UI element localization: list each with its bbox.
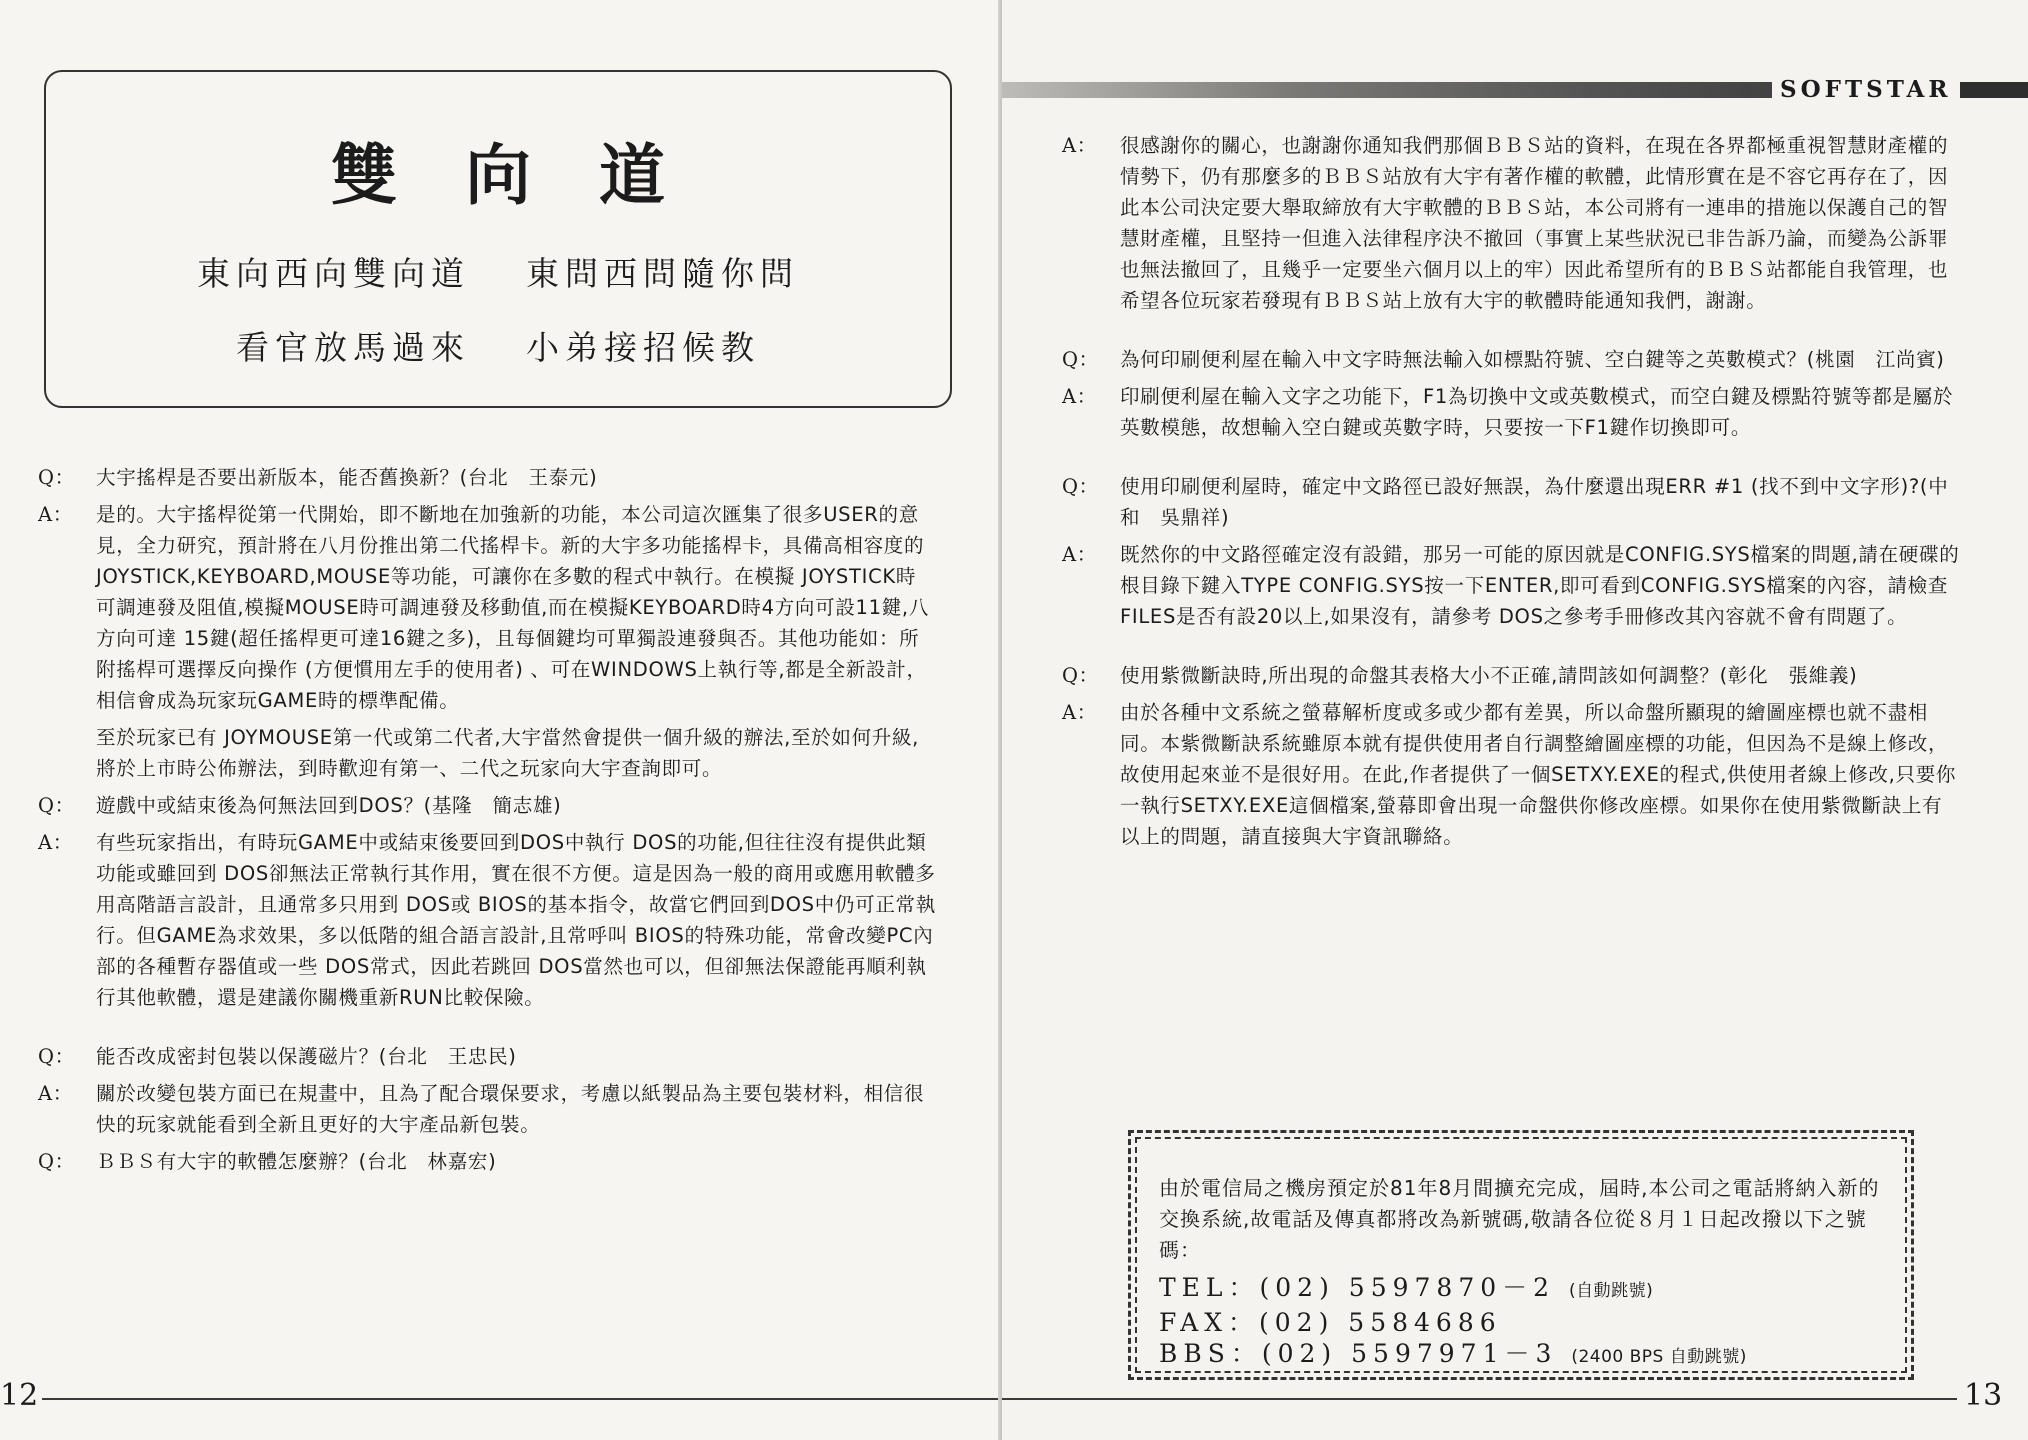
answer-text: 是的。大宇搖桿從第一代開始，即不斷地在加強新的功能，本公司這次匯集了很多USER的意見，全力研究，預計將在八月份推出第二代搖桿卡。新的大宇多功能搖桿卡，具備高相容度的JOYSTICK,KEYBOARD,MOUSE等功能，可讓你在多數的程式中執行。在模擬 JOYSTICK時可調連發及阻值,模擬MOUSE時可調連發及移動值,而在模擬KEYBOARD時4方向可設11鍵,八方向可達 15鍵(超任搖桿更可達16鍵之多)，且每個鍵均可單獨設連發與否。其他功能如：所附搖桿可選擇反向操作 (方便慣用左手的使用者) 、可在WINDOWS上執行等,都是全新設計，相信會成為玩家玩GAME時的標準配備。 [96,503,930,712]
notice-inner-border [1135,1137,1907,1373]
fax-line: FAX：(02) 5584686 [1159,1308,1502,1337]
qa-list-left [38,462,936,1183]
q-label: Q： [38,1150,75,1173]
a-label: A： [1062,701,1097,724]
answer [1062,130,1962,316]
tel-note: (自動跳號) [1569,1281,1654,1301]
answer [1062,697,1962,852]
answer [1062,381,1962,443]
header-slogan-2 [46,322,950,369]
a-label: A： [1062,543,1097,566]
answer [1062,539,1962,632]
answer-text: 既然你的中文路徑確定沒有設錯，那另一可能的原因就是CONFIG.SYS檔案的問題,請在硬碟的根目錄下鍵入TYPE CONFIG.SYS按一下ENTER,即可看到CONFIG.SYS檔案的內容，請檢查FILES是否有設20以上,如果沒有，請參考 DOS之參考手冊修改其內容就不會有問題了。 [1120,543,1960,628]
right-page [1002,0,2028,1440]
question [38,462,936,493]
header-slogan-1 [46,248,950,295]
footer-rule [1002,1398,1957,1400]
question-text: ＢＢＳ有大宇的軟體怎麼辦？(台北 林嘉宏) [96,1150,497,1173]
answer-text: 關於改變包裝方面已在規畫中，且為了配合環保要求，考慮以紙製品為主要包裝材料，相信很快的玩家就能看到全新且更好的大宇產品新包裝。 [96,1082,925,1136]
question [38,1146,936,1177]
page-number: 12 [0,1378,39,1413]
question [1062,471,1962,533]
a-label: A： [38,1082,73,1105]
a-label: A： [1062,385,1097,408]
header-box [44,70,952,408]
q-label: Q： [1062,348,1099,371]
answer-paragraph: 至於玩家已有 JOYMOUSE第一代或第二代者,大宇當然會提供一個升級的辦法,至於如何升級,將於上市時公佈辦法，到時歡迎有第一、二代之玩家向大宇查詢即可。 [96,726,920,780]
q-label: Q： [1062,664,1099,687]
tel-line [1159,1272,1883,1307]
notice-text: 由於電信局之機房預定於81年8月間擴充完成，屆時,本公司之電話將納入新的交換系統,故電話及傳真都將改為新號碼,敬請各位從８月１日起改撥以下之號碼： [1159,1176,1880,1262]
question-text: 使用紫微斷訣時,所出現的命盤其表格大小不正確,請問該如何調整？(彰化 張維義) [1120,664,1858,687]
slogan-part: 看官放馬過來 [236,328,470,367]
tel-number: TEL：(02) 5597870－2 [1159,1273,1556,1302]
question [38,1041,936,1072]
a-label: A： [1062,134,1097,157]
question-text: 使用印刷便利屋時，確定中文路徑已設好無誤，為什麼還出現ERR #1 (找不到中文字形)?(中和 吳鼎祥) [1120,475,1949,529]
answer [38,499,936,716]
bbs-line [1159,1338,1883,1373]
q-label: Q： [38,1045,75,1068]
bbs-note: (2400 BPS 自動跳號) [1571,1347,1747,1367]
answer-text: 印刷便利屋在輸入文字之功能下，F1為切換中文或英數模式，而空白鍵及標點符號等都是屬於英數模態，故想輸入空白鍵或英數字時，只要按一下F1鍵作切換即可。 [1120,385,1954,439]
left-page [0,0,1002,1440]
a-label: A： [38,503,73,526]
phone-change-notice [1128,1130,1914,1380]
question-text: 大宇搖桿是否要出新版本，能否舊換新？(台北 王泰元) [96,466,598,489]
a-label: A： [38,831,73,854]
question [1062,660,1962,691]
brand-bar-end [1962,82,2028,98]
question-text: 能否改成密封包裝以保護磁片？(台北 王忠民) [96,1045,517,1068]
answer-text: 很感謝你的關心，也謝謝你通知我們那個ＢＢＳ站的資料，在現在各界都極重視智慧財產權的情勢下，仍有那麼多的ＢＢＳ站放有大宇有著作權的軟體，此情形實在是不容它再存在了，因此本公司決定要大舉取締放有大宇軟體的ＢＢＳ站，本公司將有一連串的措施以保護自己的智慧財產權，且堅持一但進入法律程序決不撤回（事實上某些狀況已非告訴乃論，而變為公訴罪也無法撤回了，且幾乎一定要坐六個月以上的牢）因此希望所有的ＢＢＳ站都能自我管理，也希望各位玩家若發現有ＢＢＳ站上放有大宇的軟體時能通知我們，謝謝。 [1120,134,1949,312]
slogan-part: 東向西向雙向道 [197,254,470,293]
slogan-part: 小弟接招候教 [526,328,760,367]
column-title: 雙向道 [331,136,733,214]
footer-rule [42,1398,998,1400]
page-number: 13 [1964,1378,2003,1413]
brand-name: SOFTSTAR [1772,76,1960,103]
answer-text: 有些玩家指出，有時玩GAME中或結束後要回到DOS中執行 DOS的功能,但往往沒有提供此類功能或雖回到 DOS卻無法正常執行其作用，實在很不方便。這是因為一般的商用或應用軟體多用高階語言設計，且通常多只用到 DOS或 BIOS的基本指令，故當它們回到DOS中仍可正常執行。但GAME為求效果，多以低階的組合語言設計,且常呼叫 BIOS的特殊功能，常會改變PC內部的各種暫存器值或一些 DOS常式，因此若跳回 DOS當然也可以，但卻無法保證能再順利執行其他軟體，還是建議你關機重新RUN比較保險。 [96,831,936,1009]
q-label: Q： [38,794,75,817]
question-text: 為何印刷便利屋在輸入中文字時無法輸入如標點符號、空白鍵等之英數模式？(桃園 江尚賓) [1120,348,1945,371]
bbs-number: BBS：(02) 5597971－3 [1159,1339,1558,1368]
question [38,790,936,821]
answer-text: 由於各種中文系統之螢幕解析度或多或少都有差異，所以命盤所顯現的繪圖座標也就不盡相同。本紫微斷訣系統雖原本就有提供使用者自行調整繪圖座標的功能，但因為不是線上修改，故使用起來並不是很好用。在此,作者提供了一個SETXY.EXE的程式,供使用者線上修改,只要你一執行SETXY.EXE這個檔案,螢幕即會出現一命盤供你修改座標。如果你在使用紫微斷訣上有以上的問題，請直接與大宇資訊聯絡。 [1120,701,1957,848]
slogan-part: 東問西問隨你問 [526,254,799,293]
q-label: Q： [38,466,75,489]
q-label: Q： [1062,475,1099,498]
question-text: 遊戲中或結束後為何無法回到DOS？(基隆 簡志雄) [96,794,562,817]
question [1062,344,1962,375]
qa-list-right [1062,130,1962,858]
answer [38,1078,936,1140]
answer [38,827,936,1013]
